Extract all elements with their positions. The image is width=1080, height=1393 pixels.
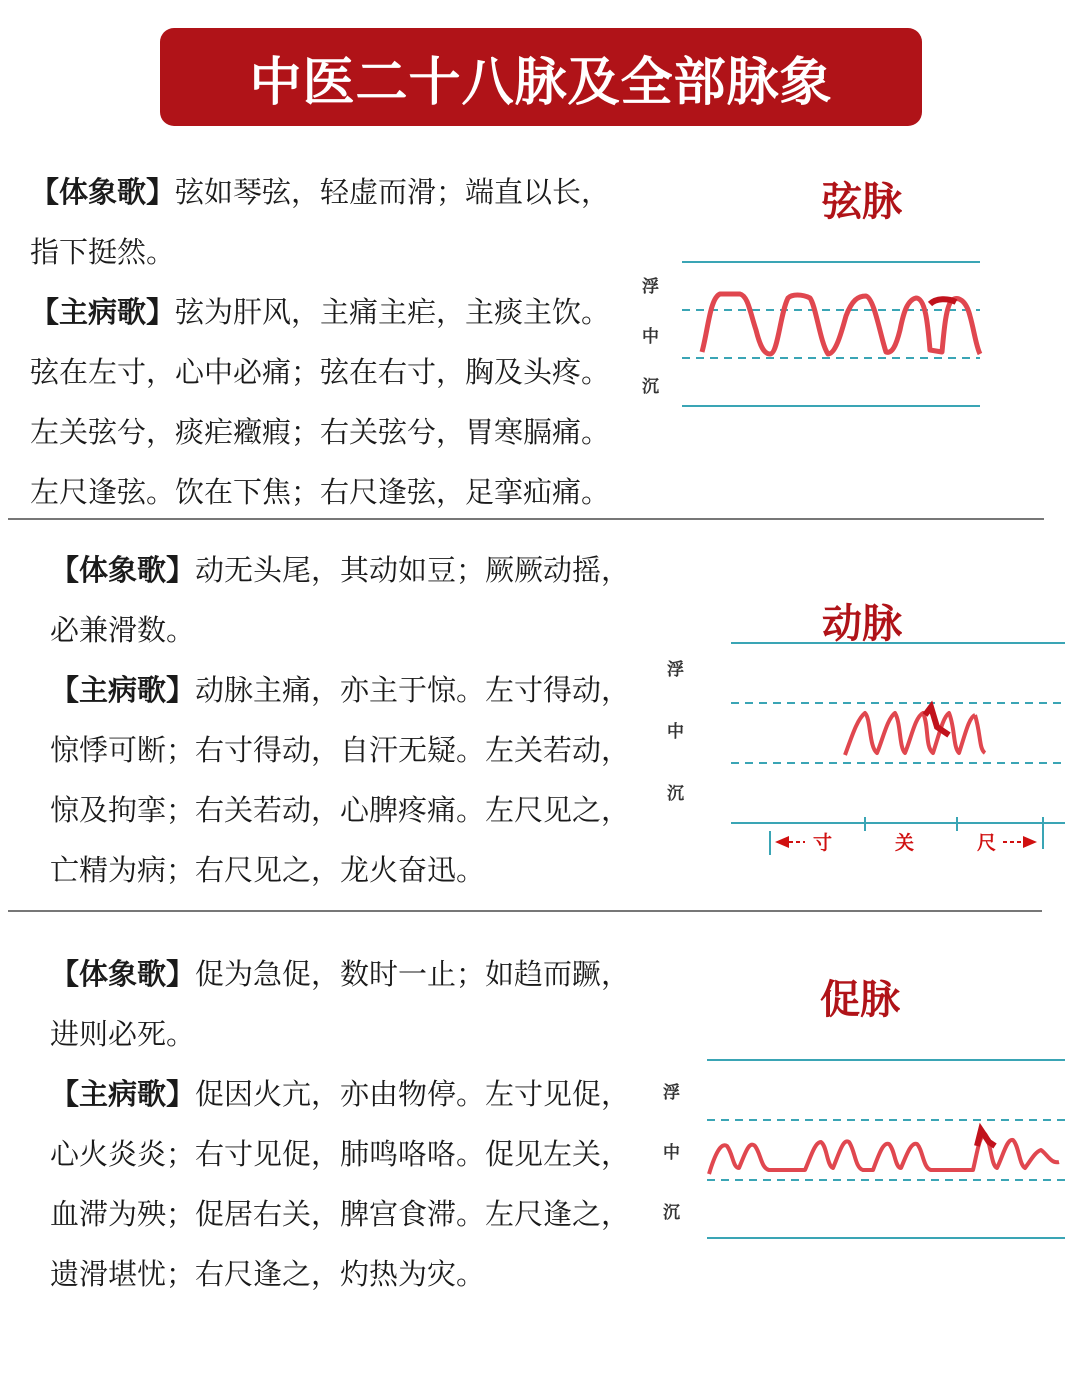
pulse-highlight [977,1130,995,1146]
tixiang-line-1: 【体象歌】促为急促，数时一止；如趋而蹶， [50,957,631,991]
zhubing-line-3: 左关弦兮，痰疟癥瘕；右关弦兮，胃寒膈痛。 [30,415,611,449]
pulse-waveform [702,294,980,354]
zhubing-tag: 【主病歌】 [50,1077,196,1111]
pulse-highlight [930,299,956,304]
level-zhong-label: 中 [642,327,659,347]
tixiang-line-2: 进则必死。 [50,1017,196,1051]
pulse-waveform [709,1134,1059,1174]
ruler-guan-label: 关 [895,832,915,854]
level-zhong-label: 中 [663,1143,680,1163]
ruler-chi-label: 尺 [977,832,997,854]
pulse-waveform [845,713,985,755]
zhubing-line-1: 【主病歌】动脉主痛，亦主于惊。左寸得动， [50,673,631,707]
zhubing-line-4: 左尺逢弦。饮在下焦；右尺逢弦，足挛疝痛。 [30,475,611,509]
zhubing-line-2: 惊悸可断；右寸得动，自汗无疑。左关若动， [50,733,631,767]
pulse-title-dong: 动脉 [822,601,902,647]
zhubing-tag: 【主病歌】 [30,295,176,329]
level-fu-label: 浮 [642,277,659,297]
zhubing-line-1: 【主病歌】弦为肝风，主痛主疟，主痰主饮。 [30,295,611,329]
pulse-title-xian: 弦脉 [822,179,902,225]
level-fu-label: 浮 [667,660,684,680]
zhubing-line-1: 【主病歌】促因火亢，亦由物停。左寸见促， [50,1077,631,1111]
level-fu-label: 浮 [663,1083,680,1103]
section-divider-1 [8,518,1044,520]
zhubing-tag: 【主病歌】 [50,673,196,707]
level-chen-label: 沉 [663,1203,680,1223]
section-dong-text [50,540,650,900]
section-xian-text [30,162,630,522]
level-chen-label: 沉 [642,377,659,397]
zhubing-line-3: 血滞为殃；促居右关，脾宫食滞。左尺逢之， [50,1197,631,1231]
title-banner [160,28,922,126]
ruler-cun-label: 寸 [813,832,833,854]
tixiang-tag: 【体象歌】 [30,175,176,209]
tixiang-line-1: 【体象歌】弦如琴弦，轻虚而滑；端直以长， [30,175,611,209]
pulse-diagram-cu [655,1050,1075,1250]
tixiang-line-2: 必兼滑数。 [50,613,196,647]
zhubing-line-2: 心火炎炎；右寸见促，肺鸣咯咯。促见左关， [50,1137,631,1171]
level-chen-label: 沉 [667,784,684,804]
zhubing-line-4: 亡精为病；右尺见之，龙火奋迅。 [50,853,486,887]
zhubing-line-2: 弦在左寸，心中必痛；弦在右寸，胸及头疼。 [30,355,611,389]
tixiang-tag: 【体象歌】 [50,957,196,991]
zhubing-line-3: 惊及拘挛；右关若动，心脾疼痛。左尺见之， [50,793,631,827]
zhubing-line-4: 遗滑堪忧；右尺逢之，灼热为灾。 [50,1257,486,1291]
level-zhong-label: 中 [667,722,684,742]
section-divider-2 [8,910,1042,912]
pulse-title-cu: 促脉 [820,977,900,1023]
pulse-diagram-xian [630,250,1000,420]
pulse-diagram-dong [655,635,1075,865]
section-cu-text [50,944,650,1304]
tixiang-tag: 【体象歌】 [50,553,196,587]
tixiang-line-1: 【体象歌】动无头尾，其动如豆；厥厥动摇， [50,553,631,587]
page-title: 中医二十八脉及全部脉象 [249,52,833,113]
tixiang-line-2: 指下挺然。 [30,235,176,269]
